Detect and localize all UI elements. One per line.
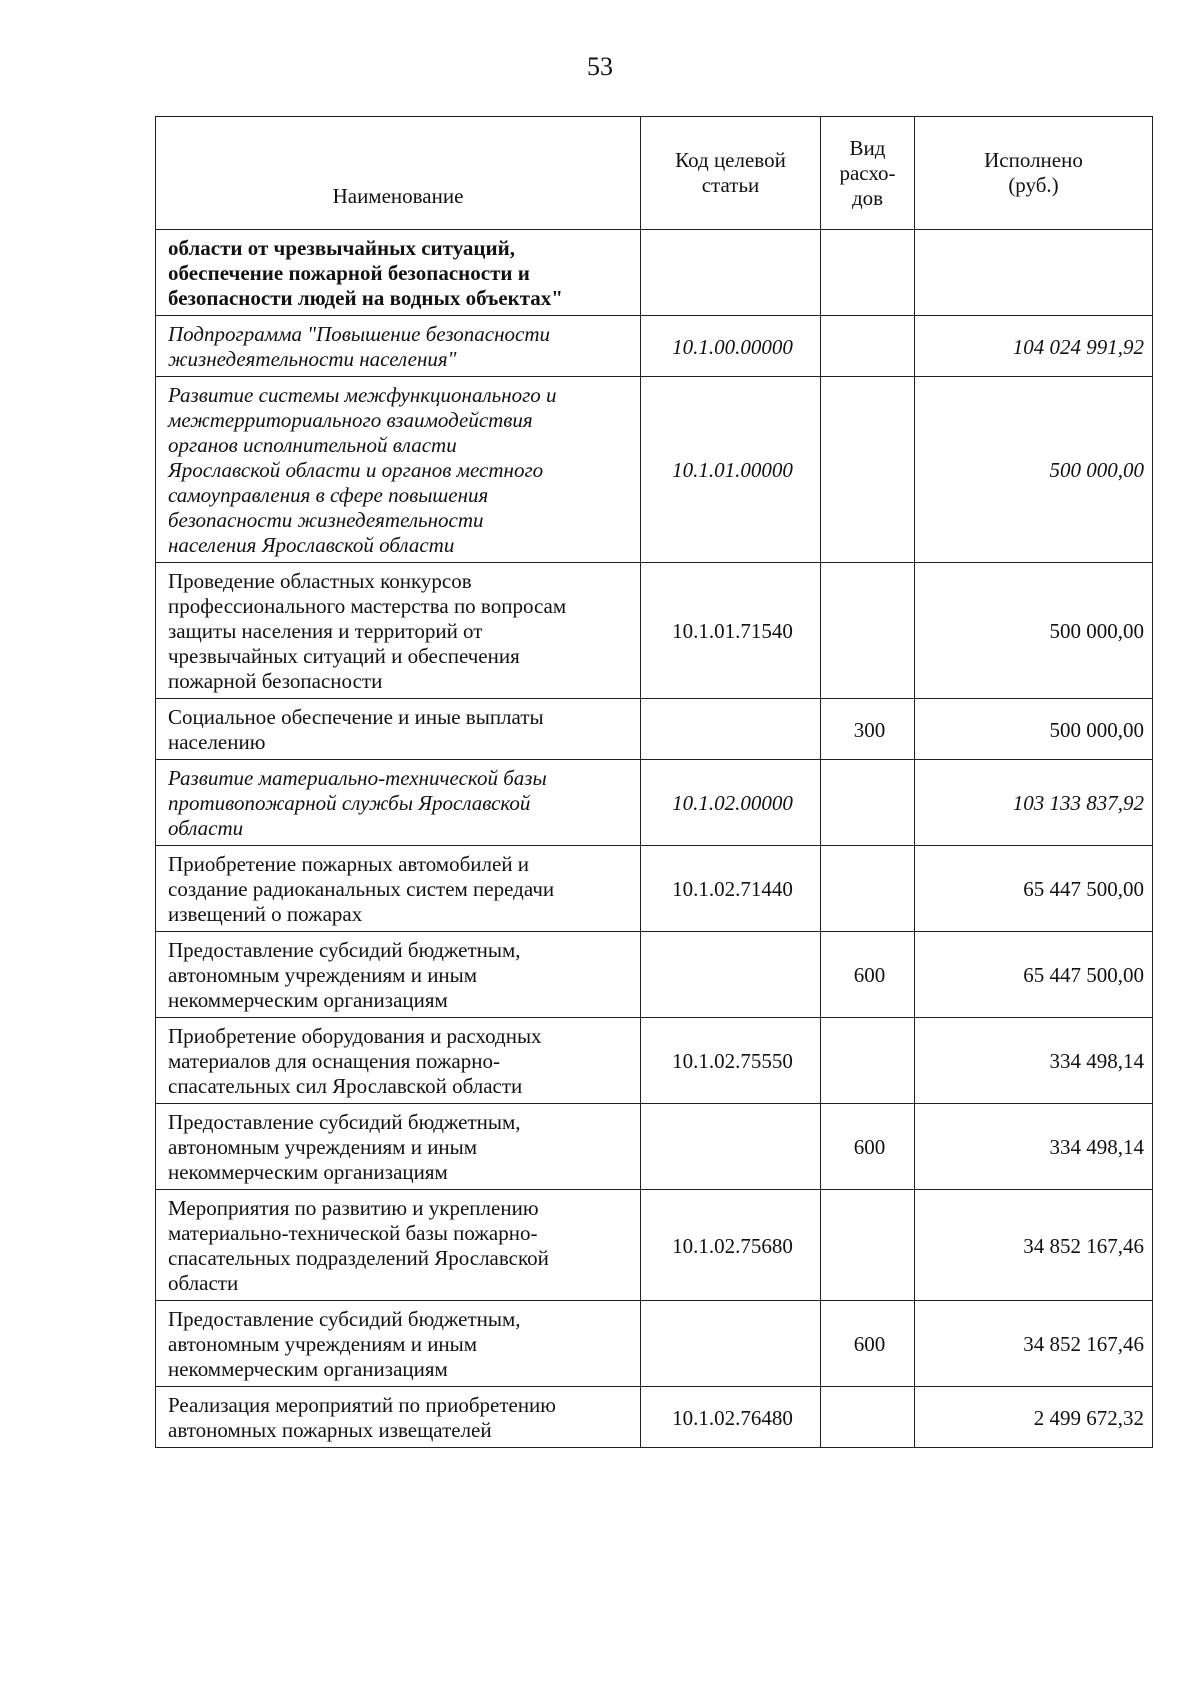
row-name-line: области от чрезвычайных ситуаций, <box>168 236 515 260</box>
row-sum: 104 024 991,92 <box>915 316 1153 377</box>
row-name-line: противопожарной службы Ярославской <box>168 791 531 815</box>
row-name <box>156 699 641 760</box>
row-kind <box>821 563 915 699</box>
table-row <box>156 1190 1153 1301</box>
row-name-line: области <box>168 1271 239 1295</box>
row-name-line: защиты населения и территорий от <box>168 619 483 643</box>
row-name <box>156 1301 641 1387</box>
row-name-line: безопасности людей на водных объектах" <box>168 286 563 310</box>
row-kind <box>821 846 915 932</box>
row-name <box>156 760 641 846</box>
row-name-line: автономным учреждениям и иным <box>168 1332 478 1356</box>
row-name-line: Предоставление субсидий бюджетным, <box>168 1110 521 1134</box>
row-name <box>156 377 641 563</box>
row-kind: 600 <box>821 1104 915 1190</box>
row-sum: 2 499 672,32 <box>915 1387 1153 1448</box>
row-kind: 600 <box>821 1301 915 1387</box>
table-row <box>156 230 1153 316</box>
row-name <box>156 230 641 316</box>
row-name-line: Развитие системы межфункционального и <box>168 383 557 407</box>
row-name-line: спасательных подразделений Ярославской <box>168 1246 549 1270</box>
row-kind <box>821 1387 915 1448</box>
row-sum: 34 852 167,46 <box>915 1190 1153 1301</box>
row-name-line: Приобретение пожарных автомобилей и <box>168 852 530 876</box>
row-name-line: автономным учреждениям и иным <box>168 963 478 987</box>
row-name-line: Приобретение оборудования и расходных <box>168 1024 542 1048</box>
row-name-line: Ярославской области и органов местного <box>168 458 544 482</box>
row-kind <box>821 316 915 377</box>
row-code <box>641 1301 821 1387</box>
row-name-line: Проведение областных конкурсов <box>168 569 472 593</box>
row-kind <box>821 230 915 316</box>
header-sum-line: Исполнено <box>984 148 1083 172</box>
row-name <box>156 316 641 377</box>
row-code <box>641 932 821 1018</box>
header-code-line: Код целевой <box>675 148 786 172</box>
header-code <box>641 117 821 230</box>
row-name-line: профессионального мастерства по вопросам <box>168 594 567 618</box>
row-name <box>156 932 641 1018</box>
table-body <box>156 230 1153 1448</box>
budget-table <box>155 116 1153 1448</box>
row-name-line: обеспечение пожарной безопасности и <box>168 261 530 285</box>
header-kind-line: расхо- <box>839 160 896 185</box>
header-name: Наименование <box>156 117 641 230</box>
page-number: 53 <box>587 52 613 81</box>
table-header <box>156 117 1153 230</box>
row-name <box>156 846 641 932</box>
header-kind-line: дов <box>851 185 884 210</box>
row-name-line: спасательных сил Ярославской области <box>168 1074 523 1098</box>
header-row <box>156 117 1153 230</box>
row-code <box>641 699 821 760</box>
row-name-line: Развитие материально-технической базы <box>168 766 547 790</box>
row-name <box>156 1387 641 1448</box>
row-kind <box>821 1190 915 1301</box>
row-code: 10.1.00.00000 <box>641 316 821 377</box>
row-name-line: материально-технической базы пожарно- <box>168 1221 538 1245</box>
row-sum: 65 447 500,00 <box>915 846 1153 932</box>
row-name-line: Реализация мероприятий по приобретению <box>168 1393 556 1417</box>
header-sum-line: (руб.) <box>1008 173 1059 197</box>
row-name <box>156 1104 641 1190</box>
row-name-line: Предоставление субсидий бюджетным, <box>168 1307 521 1331</box>
row-code: 10.1.01.00000 <box>641 377 821 563</box>
row-name-line: органов исполнительной власти <box>168 433 457 457</box>
row-sum: 500 000,00 <box>915 377 1153 563</box>
row-sum: 103 133 837,92 <box>915 760 1153 846</box>
row-name <box>156 1018 641 1104</box>
row-name-line: населению <box>168 730 266 754</box>
row-name <box>156 1190 641 1301</box>
header-code-line: статьи <box>701 173 760 197</box>
row-name-line: самоуправления в сфере повышения <box>168 483 489 507</box>
row-kind <box>821 1018 915 1104</box>
row-name <box>156 563 641 699</box>
row-kind: 600 <box>821 932 915 1018</box>
row-kind <box>821 760 915 846</box>
table-row <box>156 1387 1153 1448</box>
row-kind: 300 <box>821 699 915 760</box>
row-name-line: создание радиоканальных систем передачи <box>168 877 555 901</box>
table-row <box>156 563 1153 699</box>
row-code: 10.1.02.00000 <box>641 760 821 846</box>
row-name-line: извещений о пожарах <box>168 902 363 926</box>
row-name-line: Подпрограмма "Повышение безопасности <box>168 322 550 346</box>
table-row <box>156 1018 1153 1104</box>
row-sum: 334 498,14 <box>915 1104 1153 1190</box>
header-kind <box>821 117 915 230</box>
row-name-line: Социальное обеспечение и иные выплаты <box>168 705 544 729</box>
row-name-line: материалов для оснащения пожарно- <box>168 1049 500 1073</box>
row-sum: 500 000,00 <box>915 563 1153 699</box>
row-name-line: чрезвычайных ситуаций и обеспечения <box>168 644 520 668</box>
row-sum: 34 852 167,46 <box>915 1301 1153 1387</box>
table-row <box>156 699 1153 760</box>
row-sum: 500 000,00 <box>915 699 1153 760</box>
row-sum <box>915 230 1153 316</box>
row-sum: 65 447 500,00 <box>915 932 1153 1018</box>
row-code: 10.1.02.75550 <box>641 1018 821 1104</box>
table-row <box>156 846 1153 932</box>
row-name-line: безопасности жизнедеятельности <box>168 508 484 532</box>
row-name-line: области <box>168 816 244 840</box>
row-name-line: Мероприятия по развитию и укреплению <box>168 1196 539 1220</box>
row-code: 10.1.02.76480 <box>641 1387 821 1448</box>
row-code <box>641 230 821 316</box>
row-name-line: пожарной безопасности <box>168 669 383 693</box>
table-row <box>156 316 1153 377</box>
row-kind <box>821 377 915 563</box>
header-sum <box>915 117 1153 230</box>
table-row <box>156 1301 1153 1387</box>
row-code: 10.1.02.75680 <box>641 1190 821 1301</box>
row-sum: 334 498,14 <box>915 1018 1153 1104</box>
table-row <box>156 932 1153 1018</box>
row-code: 10.1.02.71440 <box>641 846 821 932</box>
row-name-line: межтерриториального взаимодействия <box>168 408 533 432</box>
row-name-line: автономных пожарных извещателей <box>168 1418 492 1442</box>
table-row <box>156 760 1153 846</box>
row-name-line: некоммерческим организациям <box>168 1160 448 1184</box>
row-name-line: населения Ярославской области <box>168 533 455 557</box>
table-row <box>156 1104 1153 1190</box>
row-name-line: некоммерческим организациям <box>168 1357 448 1381</box>
row-code <box>641 1104 821 1190</box>
header-kind-line: Вид <box>849 135 886 160</box>
row-name-line: Предоставление субсидий бюджетным, <box>168 938 521 962</box>
row-name-line: жизнедеятельности населения" <box>168 347 457 371</box>
row-name-line: некоммерческим организациям <box>168 988 448 1012</box>
table-row <box>156 377 1153 563</box>
row-name-line: автономным учреждениям и иным <box>168 1135 478 1159</box>
row-code: 10.1.01.71540 <box>641 563 821 699</box>
